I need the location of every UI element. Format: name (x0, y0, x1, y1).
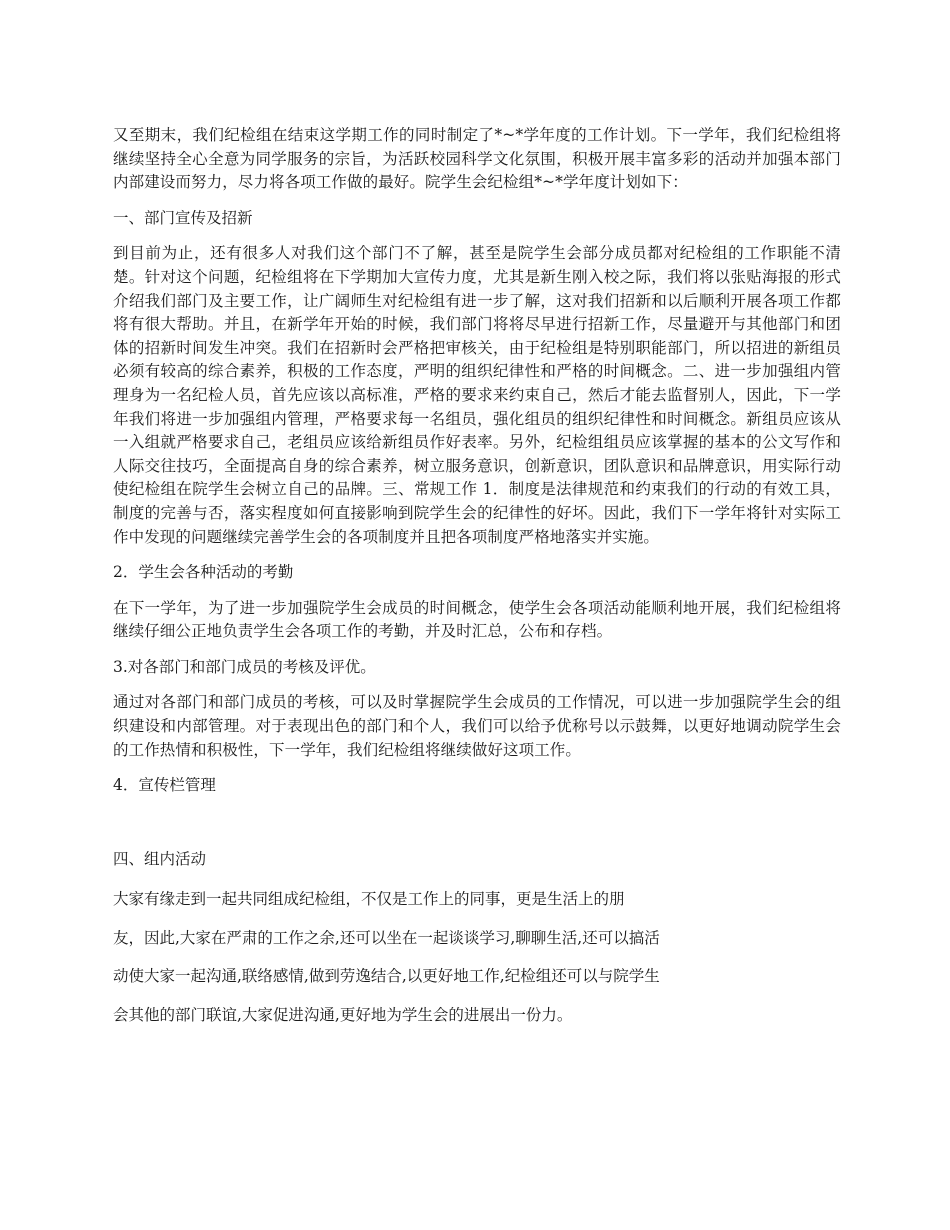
section-4-heading: 四、组内活动 (113, 849, 207, 868)
item-2-heading: 2．学生会各种活动的考勤 (113, 563, 294, 582)
section-4-line: 会其他的部门联谊,大家促进沟通,更好地为学生会的进展出一份力。 (113, 1005, 573, 1024)
section-4-line: 大家有缘走到一起共同组成纪检组，不仅是工作上的同事，更是生活上的朋 (113, 890, 625, 909)
section-4-line: 友，因此,大家在严肃的工作之余,还可以坐在一起谈谈学习,聊聊生活,还可以搞活 (113, 928, 660, 947)
document-page (113, 124, 841, 1030)
section-4-line: 动使大家一起沟通,联络感情,做到劳逸结合,以更好地工作,纪检组还可以与院学生 (113, 967, 660, 986)
item-3-heading: 3.对各部门和部门成员的考核及评优。 (113, 657, 376, 676)
intro-paragraph: 又至期末，我们纪检组在结束这学期工作的同时制定了*~*学年度的工作计划。下一学年，我们纪检组将继续坚持全心全意为同学服务的宗旨，为活跃校园科学文化氛围，积极开展丰富多彩的活动并加强本部门内部建设而努力，尽力将各项工作做的最好。院学生会纪检组*~*学年度计划如下： (113, 126, 841, 192)
item-4-heading: 4．宣传栏管理 (113, 776, 216, 795)
item-2-paragraph: 在下一学年，为了进一步加强院学生会成员的时间概念，使学生会各项活动能顺利地开展，我们纪检组将继续仔细公正地负责学生会各项工作的考勤，并及时汇总，公布和存档。 (113, 598, 841, 641)
section-1-paragraph: 到目前为止，还有很多人对我们这个部门不了解，甚至是院学生会部分成员都对纪检组的工作职能不清楚。针对这个问题，纪检组将在下学期加大宣传力度，尤其是新生刚入校之际，我们将以张贴海报的形式介绍我们部门及主要工作，让广阔师生对纪检组有进一步了解，这对我们招新和以后顺利开展各项工作都将有很大帮助。并且，在新学年开始的时候，我们部门将将尽早进行招新工作，尽量避开与其他部门和团体的招新时间发生冲突。我们在招新时会严格把审核关，由于纪检组是特别职能部门，所以招进的新组员必须有较高的综合素养，积极的工作态度，严明的组织纪律性和严格的时间概念。二、进一步加强组内管理身为一名纪检人员，首先应该以高标准，严格的要求来约束自己，然后才能去监督别人，因此，下一学年我们将进一步加强组内管理，严格要求每一名组员，强化组员的组织纪律性和时间概念。新组员应该从一入组就严格要求自己，老组员应该给新组员作好表率。另外，纪检组组员应该掌握的基本的公文写作和人际交往技巧，全面提高自身的综合素养，树立服务意识，创新意识，团队意识和品牌意识，用实际行动使纪检组在院学生会树立自己的品牌。三、常规工作 1．制度是法律规范和约束我们的行动的有效工具，制度的完善与否，落实程度如何直接影响到院学生会的纪律性的好坏。因此，我们下一学年将针对实际工作中发现的问题继续完善学生会的各项制度并且把各项制度严格地落实并实施。 (113, 244, 841, 546)
section-1-heading: 一、部门宣传及招新 (113, 208, 253, 227)
item-3-paragraph: 通过对各部门和部门成员的考核，可以及时掌握院学生会成员的工作情况，可以进一步加强院学生会的组织建设和内部管理。对于表现出色的部门和个人，我们可以给予优称号以示鼓舞，以更好地调动院学生会的工作热情和积极性，下一学年，我们纪检组将继续做好这项工作。 (113, 693, 841, 759)
